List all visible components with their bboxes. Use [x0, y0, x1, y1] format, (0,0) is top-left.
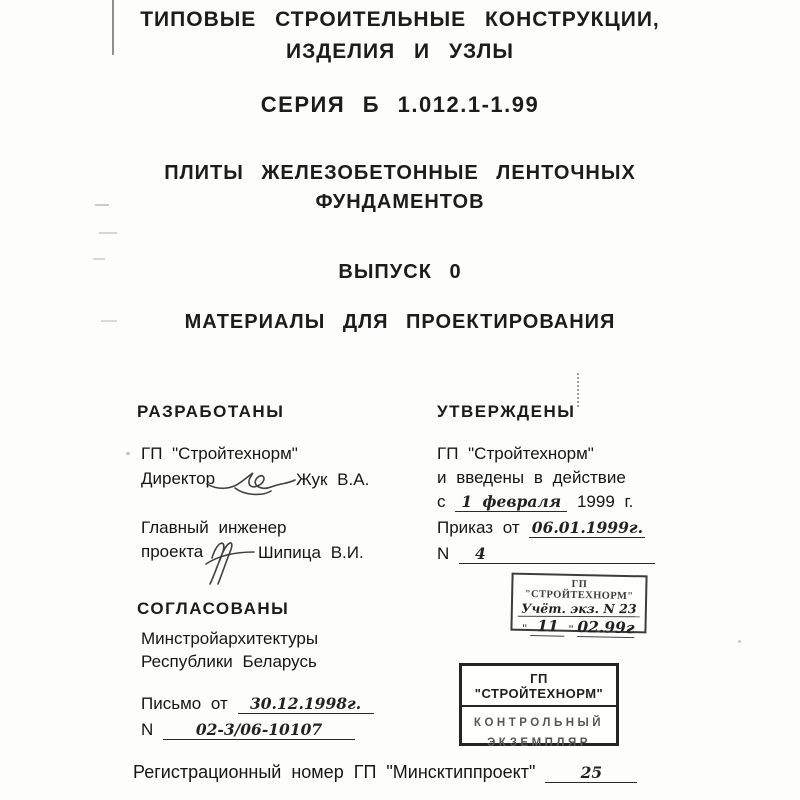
approved-date-value: 1 февраля — [461, 492, 562, 511]
approved-enacted-line: и введены в действие — [437, 468, 626, 487]
developed-org: ГП "Стройтехнорм" — [141, 444, 298, 463]
approved-order-value: 06.01.1999г. — [531, 518, 643, 537]
scan-artifact-dotted-line — [577, 373, 579, 407]
control-stamp — [459, 663, 619, 750]
approved-date-prefix: с — [437, 492, 446, 511]
director-label: Директор — [141, 469, 216, 488]
agreed-org-line2: Республики Беларусь — [141, 652, 317, 671]
registration-line — [133, 762, 637, 783]
registration-label: Регистрационный номер ГП "Минсктиппроект" — [133, 762, 536, 782]
agreed-letter-fill — [238, 695, 374, 714]
director-name: Жук В.А. — [296, 470, 370, 489]
approved-number-label: N — [437, 544, 450, 563]
agreed-letter-number: 02-3/06-10107 — [195, 720, 323, 739]
approved-date-fill — [455, 493, 567, 512]
doc-materials: МАТЕРИАЛЫ ДЛЯ ПРОЕКТИРОВАНИЯ — [184, 311, 616, 333]
registry-stamp — [510, 573, 647, 638]
director-signature-icon — [205, 460, 297, 502]
doc-series: СЕРИЯ Б 1.012.1-1.99 — [260, 92, 540, 117]
registry-stamp-date-row — [517, 616, 639, 639]
doc-title-line1: ТИПОВЫЕ СТРОИТЕЛЬНЫЕ КОНСТРУКЦИИ, — [140, 8, 660, 31]
registration-value: 25 — [580, 763, 603, 782]
agreed-org-line1: Минстройархитектуры — [141, 629, 319, 648]
approved-order-fill — [529, 519, 645, 538]
control-stamp-line1: КОНТРОЛЬНЫЙ — [473, 717, 605, 729]
scan-artifact-smudge — [93, 258, 105, 260]
scan-artifact-smudge — [99, 232, 117, 234]
registration-fill — [545, 763, 637, 783]
approved-order-label: Приказ от — [437, 518, 520, 537]
agreed-letter-label: Письмо от — [141, 694, 228, 713]
approved-order-line — [437, 518, 645, 538]
approved-number-line — [437, 544, 655, 564]
approved-number-fill — [459, 545, 655, 564]
chief-engineer-line1: Главный инженер — [141, 518, 287, 537]
scan-artifact-speck — [126, 452, 130, 455]
registry-stamp-day: 11 — [531, 616, 565, 637]
scan-artifact-speck — [738, 640, 741, 643]
doc-title-line2: ИЗДЕЛИЯ И УЗЛЫ — [286, 40, 514, 63]
agreed-letter-line — [141, 694, 374, 714]
control-stamp-org: ГП "СТРОЙТЕХНОРМ" — [462, 666, 616, 707]
agreed-number-fill — [163, 721, 355, 740]
agreed-heading: СОГЛАСОВАНЫ — [137, 599, 290, 618]
chief-engineer-label: проекта — [141, 542, 204, 561]
doc-issue: ВЫПУСК 0 — [338, 261, 462, 283]
agreed-number-line — [141, 720, 355, 740]
registry-stamp-quote-open: " — [522, 621, 527, 636]
registry-stamp-org: ГП "СТРОЙТЕХНОРМ" — [524, 578, 634, 603]
approved-org: ГП "Стройтехнорм" — [437, 444, 594, 463]
developed-heading: РАЗРАБОТАНЫ — [137, 402, 285, 421]
registry-stamp-quote-close: " — [568, 622, 574, 637]
agreed-number-label: N — [141, 720, 154, 739]
registry-stamp-date: 02.99г — [577, 616, 635, 638]
approved-date-line — [437, 492, 633, 512]
approved-heading: УТВЕРЖДЕНЫ — [437, 402, 576, 421]
chief-engineer-name: Шипица В.И. — [258, 543, 364, 562]
agreed-letter-date: 30.12.1998г. — [249, 694, 362, 713]
control-stamp-line2: ЭКЗЕМПЛЯР — [487, 737, 591, 750]
registry-stamp-copy-line: Учёт. экз. N 23 — [518, 601, 640, 617]
approved-date-suffix: 1999 г. — [576, 492, 634, 511]
approved-number-value: 4 — [475, 544, 486, 563]
doc-subject-line2: ФУНДАМЕНТОВ — [315, 191, 485, 213]
control-stamp-body — [462, 707, 616, 753]
doc-subject-line1: ПЛИТЫ ЖЕЛЕЗОБЕТОННЫЕ ЛЕНТОЧНЫХ — [164, 162, 636, 184]
